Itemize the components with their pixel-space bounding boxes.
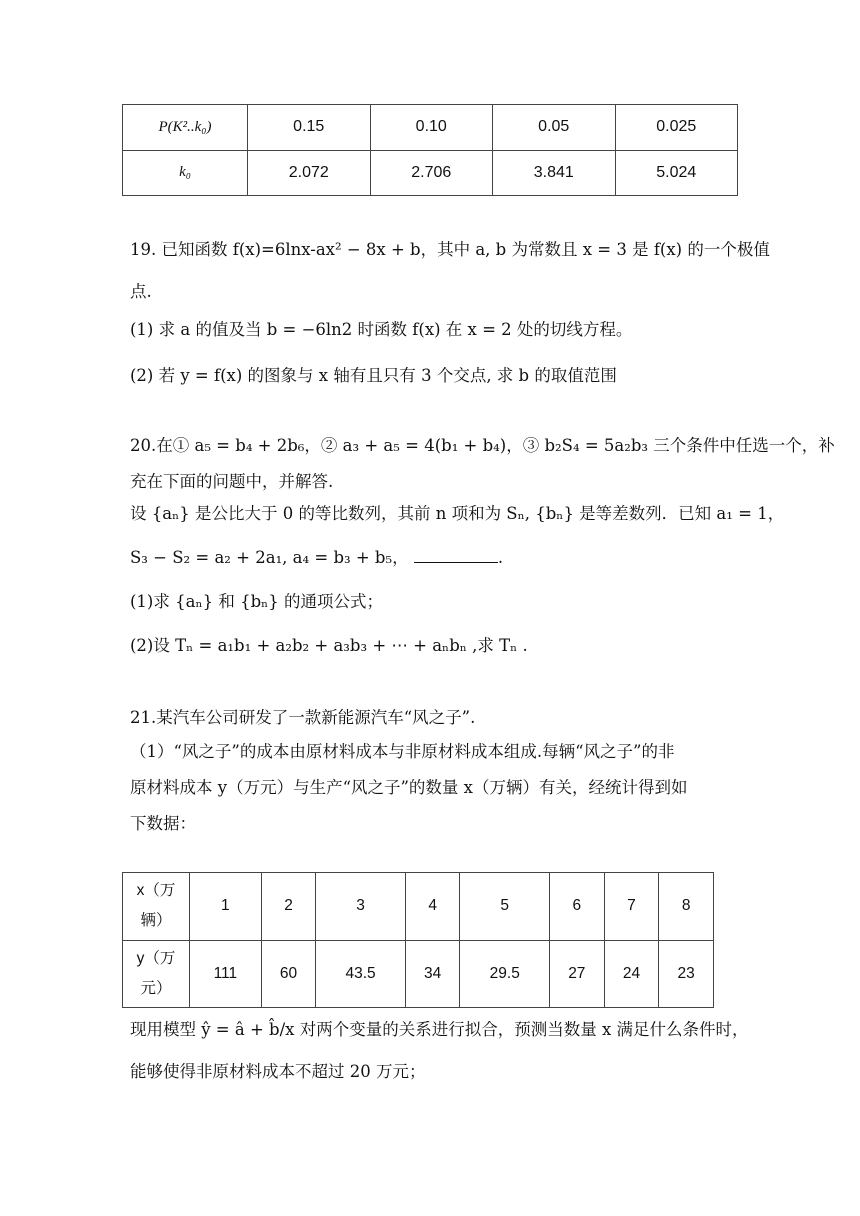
q19-part1: (1) 求 a 的值及当 b = −6ln2 时函数 f(x) 在 x = 2 处的切线方程。 (130, 320, 633, 339)
table-cell: 0.025 (615, 105, 738, 151)
q19-part2: (2) 若 y = f(x) 的图象与 x 轴有且只有 3 个交点, 求 b 的取值范围 (130, 366, 617, 385)
table-cell: 0.10 (370, 105, 493, 151)
table-cell: 8 (659, 873, 714, 941)
header-text: y（万 (136, 949, 176, 967)
header-text: 元） (140, 979, 172, 997)
table-cell: 5 (460, 873, 550, 941)
q20-part1: (1)求 {aₙ} 和 {bₙ} 的通项公式； (130, 592, 384, 611)
q20-conditions: S₃ − S₂ = a₂ + 2a₁, a₄ = b₃ + b₅， (130, 548, 409, 567)
table-cell: 27 (550, 940, 605, 1008)
q21-line: 现用模型 ŷ = â + b̂/x 对两个变量的关系进行拟合，预测当数量 x 满足什么条件时， (130, 1020, 749, 1039)
table-row (123, 940, 714, 1008)
table-header-cell: P(K²..k₀) (123, 105, 248, 151)
table-cell: 23 (659, 940, 714, 1008)
table-cell: 2.072 (248, 150, 371, 196)
q21-line: （1）“风之子”的成本由原材料成本与非原材料成本组成.每辆“风之子”的非 (130, 742, 675, 761)
table-cell: 43.5 (316, 940, 406, 1008)
q19-line: 19. 已知函数 f(x)=6lnx-ax² − 8x + b，其中 a, b 为常数且 x = 3 是 f(x) 的一个极值 (130, 240, 770, 259)
q20-part2: (2)设 Tₙ = a₁b₁ + a₂b₂ + a₃b₃ + ⋯ + aₙbₙ ,求 Tₙ . (130, 636, 528, 655)
table-cell: 0.15 (248, 105, 371, 151)
table-cell: 34 (405, 940, 460, 1008)
q20-line (130, 546, 503, 570)
table-cell: 7 (604, 873, 659, 941)
table-cell: 2 (261, 873, 316, 941)
table-cell: 3.841 (493, 150, 616, 196)
table-cell: 29.5 (460, 940, 550, 1008)
table-cell: 6 (550, 873, 605, 941)
table-cell: 3 (316, 873, 406, 941)
table-cell: 5.024 (615, 150, 738, 196)
critical-value-table (122, 104, 738, 196)
q21-line: 能够使得非原材料成本不超过 20 万元； (130, 1062, 426, 1081)
header-text: x（万 (136, 882, 176, 900)
q20-line: 设 {aₙ} 是公比大于 0 的等比数列，其前 n 项和为 Sₙ, {bₙ} 是等差数列．已知 a₁ = 1， (130, 504, 785, 523)
q21-line: 原材料成本 y（万元）与生产“风之子”的数量 x（万辆）有关，经统计得到如 (130, 778, 688, 797)
answer-blank (414, 548, 498, 563)
q21-line: 下数据： (130, 814, 196, 833)
period: . (497, 548, 504, 567)
cost-data-table (122, 872, 714, 1008)
table-row (123, 150, 738, 196)
table-cell: 2.706 (370, 150, 493, 196)
table-header-cell: k₀ (123, 150, 248, 196)
q21-line: 21.某汽车公司研发了一款新能源汽车“风之子”. (130, 708, 476, 727)
table-cell: 4 (405, 873, 460, 941)
q19-line: 点. (130, 282, 152, 301)
table-row (123, 105, 738, 151)
table-row (123, 873, 714, 941)
table-cell: 24 (604, 940, 659, 1008)
q20-line: 充在下面的问题中，并解答. (130, 472, 334, 491)
q20-line: 20.在① a₅ = b₄ + 2b₆，② a₃ + a₅ = 4(b₁ + b₄)，③ b₂S₄ = 5a₂b₃ 三个条件中任选一个，补 (130, 436, 835, 455)
header-text: 辆） (140, 912, 172, 930)
table-cell: 1 (190, 873, 262, 941)
table-cell: 60 (261, 940, 316, 1008)
table-cell: 0.05 (493, 105, 616, 151)
table-header-cell (123, 940, 190, 1008)
table-header-cell (123, 873, 190, 941)
table-cell: 111 (190, 940, 262, 1008)
